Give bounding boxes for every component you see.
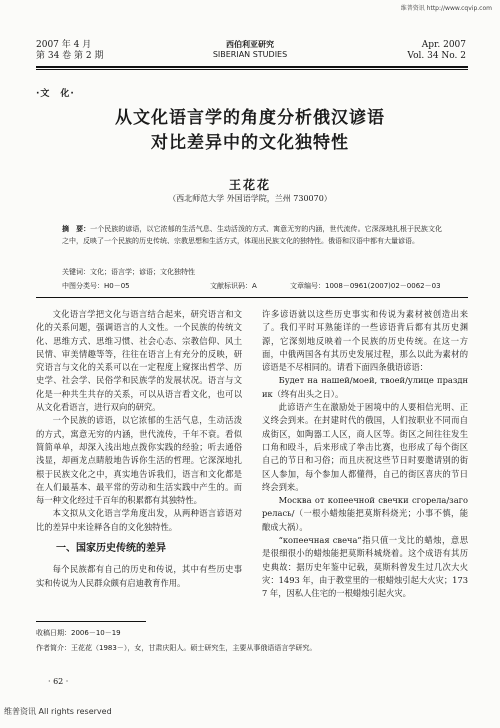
issue-date-en: Apr. 2007	[421, 40, 466, 50]
article-title-line2: 对比差异中的文化独特性	[151, 133, 349, 153]
footnote-rule	[36, 621, 146, 622]
author-name: 王花花	[228, 178, 271, 192]
paragraph: 一个民族的谚语，以它浓郁的生活气息，生动活泼的方式，寓意无穷的内涵，世代流传，千年不衰。看似简简单单，却深入浅出地点拨你实践的经验；听去通俗浅显，却画龙点睛般地告诉你生活的哲理。它深深地扎根于民族文化之中，真实地告诉我们，语言和文化都是在人们最基本、最平常的劳动和生活实践中产生的。而每一种文化经过千百年的积累都有其独特性。	[36, 415, 242, 506]
document-code: 文献标识码：A	[210, 282, 257, 290]
keywords: 关键词：文化；语言学；谚语；文化独特性	[62, 268, 195, 276]
article-title-line1: 从文化语言学的角度分析俄汉谚语	[115, 108, 385, 128]
volume-cn: 第 34 卷 第 2 期	[36, 51, 104, 61]
author-affiliation: （西北师范大学 外国语学院，兰州 730070）	[168, 194, 332, 203]
paragraph: 文化语言学把文化与语言结合起来，研究语言和文化的关系问题，强调语言的人文性。一个民族的传统文化、思维方式、思维习惯、社会心态、宗教信仰、风土民情、审美情趣等等，往往在语言上有充分的反映，研究语言与文化的关系可以在一定程度上窥探出哲学、历史学、社会学、民俗学和民族学的发展状况。语言与文化是一种共生共存的关系，可以从语言看文化，也可以从文化看语言，进行双向的研究。	[36, 309, 242, 413]
proverb-russian: Будет на нашей/моей, твоей/улице праздник（终有出头之日）。	[262, 375, 468, 399]
author-bio: 作者简介：王花花（1983－），女，甘肃庆阳人。硕士研究生，主要从事俄语语言学研究。	[36, 644, 317, 652]
body-left-column	[36, 308, 242, 590]
journal-name-en: SIBERIAN STUDIES	[212, 50, 288, 59]
volume-en: Vol. 34 No. 2	[407, 51, 466, 61]
abstract-label: 摘 要：	[62, 225, 91, 233]
paragraph: 许多谚语就以这些历史事实和传说为素材被创造出来了。我们平时耳熟能详的一些谚语背后都有其历史渊源，它深刻地反映着一个民族的历史传统。在这一方面，中俄两国各有其历史发展过程，那么以此为素材的谚语是不尽相同的。请看下面四条俄语谚语：	[262, 309, 468, 373]
issue-date-cn: 2007 年 4 月	[36, 40, 92, 50]
paragraph: 此谚语产生在激励处于困境中的人要相信光明、正义终会到来。在封建时代的俄国，人们按职业不同而自成街区，如陶器工人区，商人区等。街区之间往往发生口角和殴斗，后来形成了拳击比赛，也形成了每个街区自己的节日和习俗；而且庆祝这些节日时要邀请别的街区人参加，每个参加人都懂得，自己的街区喜庆的节日终会到来。	[262, 402, 468, 492]
received-date: 收稿日期：2006－10－19	[36, 629, 121, 637]
bottom-watermark: 维普资讯 All rights reserved	[4, 707, 112, 716]
article-number: 文章编号：1008－0961(2007)02－0062－03	[290, 282, 441, 290]
section-heading: 一、国家历史传统的差异	[56, 543, 166, 555]
paragraph: “копеечная свеча”指只值一戈比的蜡烛，意思是很细很小的蜡烛能把莫斯科城烧着。这个成语有其历史典故：据历史年鉴中记载，莫斯科曾发生过几次大火灾：1493 年，由于教堂里的一根蜡烛引起大火灾；1737 年，因私人住宅的一根蜡烛引起火灾。	[262, 535, 468, 599]
header-rule-thick	[36, 66, 468, 68]
section-tag: ·文 化·	[36, 89, 75, 99]
proverb-russian: Москва от копеечной свечки сгорела/загорелась/（一根小蜡烛能把莫斯科烧光；小事不慎，能酿成大祸）。	[262, 495, 468, 532]
page-number: · 62 ·	[48, 677, 69, 686]
abstract-rule	[36, 297, 468, 298]
body-right-column	[262, 308, 468, 601]
clc-number: 中图分类号：H0－05	[62, 282, 130, 290]
journal-name-cn: 西伯利亚研究	[226, 40, 274, 49]
site-watermark: 维普资讯 http://www.cqvip.com	[400, 5, 492, 12]
paragraph: 每个民族都有自己的历史和传说，其中有些历史事实和传说为人民群众颇有启迪教育作用。	[36, 564, 242, 588]
abstract-text: 一个民族的谚语，以它浓郁的生活气息、生动活泼的方式、寓意无穷的内涵，世代流传。它深深地扎根于民族文化之中，反映了一个民族的历史传统、宗教思想和生活方式，体现出民族文化的独特性。俄语和汉语中都有大量谚语。	[62, 225, 443, 245]
header-rule-thin	[36, 69, 468, 70]
header-right	[407, 40, 466, 62]
abstract	[62, 223, 442, 247]
paragraph: 本文拟从文化语言学角度出发，从两种语言谚语对比的差异中来诠释各自的文化独特性。	[36, 508, 242, 532]
